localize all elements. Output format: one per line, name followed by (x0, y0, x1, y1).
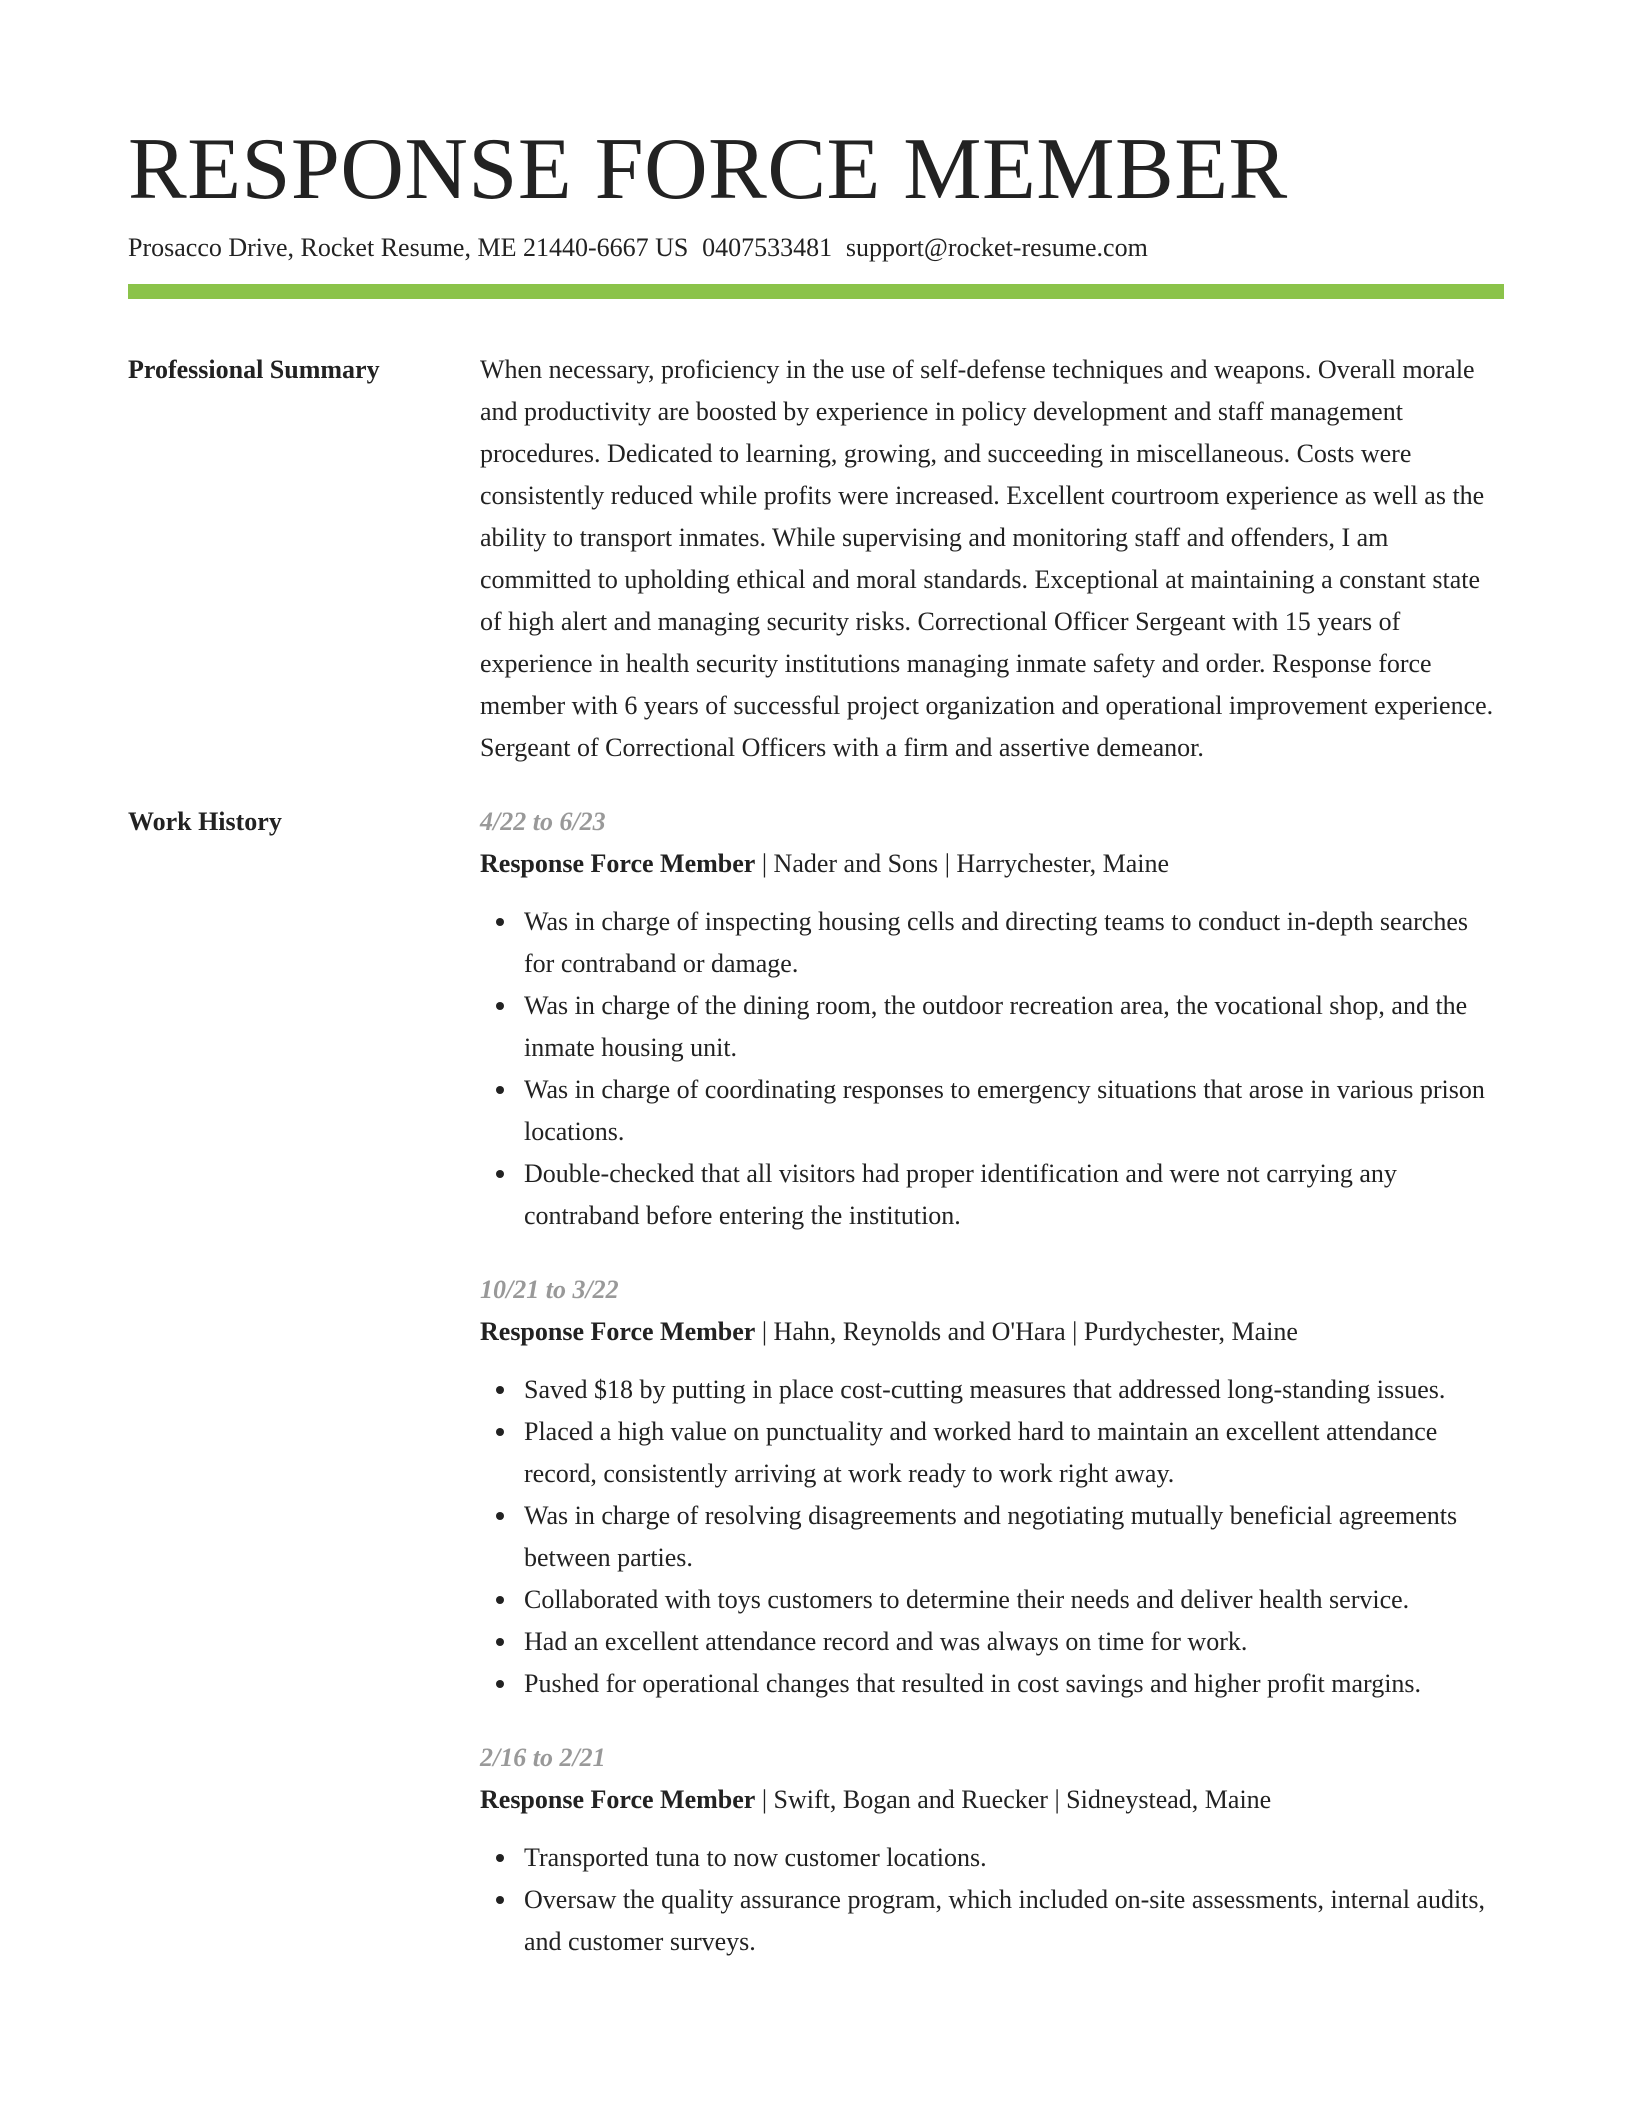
contact-address: Prosacco Drive, Rocket Resume, ME 21440-6667 US (128, 233, 689, 262)
job-bullet: Collaborated with toys customers to determine their needs and deliver health service. (524, 1579, 1504, 1621)
work-history-section (128, 801, 1504, 1995)
job-location: Harrychester, Maine (956, 849, 1170, 878)
job-title: Response Force Member (480, 849, 756, 878)
job-header-line (480, 1311, 1504, 1353)
job-dates: 10/21 to 3/22 (480, 1275, 619, 1304)
job-bullet-list (480, 901, 1504, 1237)
job-bullet: Oversaw the quality assurance program, which included on-site assessments, internal audits, and customer surveys. (524, 1879, 1504, 1963)
job-separator: | (1047, 1785, 1067, 1814)
contact-line (128, 230, 1504, 266)
header-divider (128, 284, 1504, 299)
job-bullet: Had an excellent attendance record and was always on time for work. (524, 1621, 1504, 1663)
job-bullet-list (480, 1837, 1504, 1963)
job-company: Hahn, Reynolds and O'Hara (773, 1317, 1066, 1346)
job-header-line (480, 1779, 1504, 1821)
work-history-list (480, 801, 1504, 1995)
section-heading: Professional Summary (128, 355, 380, 384)
job-dates: 2/16 to 2/21 (480, 1743, 606, 1772)
resume-name: RESPONSE FORCE MEMBER (128, 121, 1288, 218)
job-entry (480, 1737, 1504, 1963)
contact-email: support@rocket-resume.com (845, 233, 1148, 262)
job-bullet: Pushed for operational changes that resulted in cost savings and higher profit margins. (524, 1663, 1504, 1705)
job-separator: | (755, 849, 774, 878)
job-entry (480, 1269, 1504, 1705)
job-bullet: Was in charge of the dining room, the outdoor recreation area, the vocational shop, and the inmate housing unit. (524, 985, 1504, 1069)
job-bullet: Was in charge of inspecting housing cells and directing teams to conduct in-depth searches for contraband or damage. (524, 901, 1504, 985)
job-title: Response Force Member (480, 1317, 756, 1346)
job-bullet: Saved $18 by putting in place cost-cutting measures that addressed long-standing issues. (524, 1369, 1504, 1411)
job-separator: | (1065, 1317, 1084, 1346)
job-separator: | (755, 1785, 774, 1814)
job-bullet: Transported tuna to now customer locations. (524, 1837, 1504, 1879)
job-title: Response Force Member (480, 1785, 756, 1814)
job-separator: | (938, 849, 957, 878)
job-bullet: Was in charge of coordinating responses to emergency situations that arose in various prison locations. (524, 1069, 1504, 1153)
job-company: Swift, Bogan and Ruecker (773, 1785, 1048, 1814)
job-location: Purdychester, Maine (1083, 1317, 1298, 1346)
contact-phone: 0407533481 (702, 233, 833, 262)
professional-summary-section (128, 349, 1504, 769)
job-bullet-list (480, 1369, 1504, 1705)
job-location: Sidneystead, Maine (1066, 1785, 1272, 1814)
job-header-line (480, 843, 1504, 885)
resume-page (128, 120, 1504, 1995)
summary-text: When necessary, proficiency in the use of self-defense techniques and weapons. Overall morale and productivity are boosted by experience in policy development and staff management procedures. Dedicated to learning, growing, and succeeding in miscellaneous. Costs were consistently reduced while profits were increased. Excellent courtroom experience as well as the ability to transport inmates. While supervising and monitoring staff and offenders, I am committed to upholding ethical and moral standards. Exceptional at maintaining a constant state of high alert and managing security risks. Correctional Officer Sergeant with 15 years of experience in health security institutions managing inmate safety and order. Response force member with 6 years of successful project organization and operational improvement experience. Sergeant of Correctional Officers with a firm and assertive demeanor. (480, 355, 1494, 762)
job-dates: 4/22 to 6/23 (480, 807, 606, 836)
section-heading: Work History (128, 807, 282, 836)
job-bullet: Double-checked that all visitors had proper identification and were not carrying any contraband before entering the institution. (524, 1153, 1504, 1237)
job-entry (480, 801, 1504, 1237)
job-bullet: Placed a high value on punctuality and worked hard to maintain an excellent attendance record, consistently arriving at work ready to work right away. (524, 1411, 1504, 1495)
job-separator: | (755, 1317, 774, 1346)
section-body (480, 349, 1504, 769)
job-company: Nader and Sons (773, 849, 939, 878)
job-bullet: Was in charge of resolving disagreements and negotiating mutually beneficial agreements between parties. (524, 1495, 1504, 1579)
